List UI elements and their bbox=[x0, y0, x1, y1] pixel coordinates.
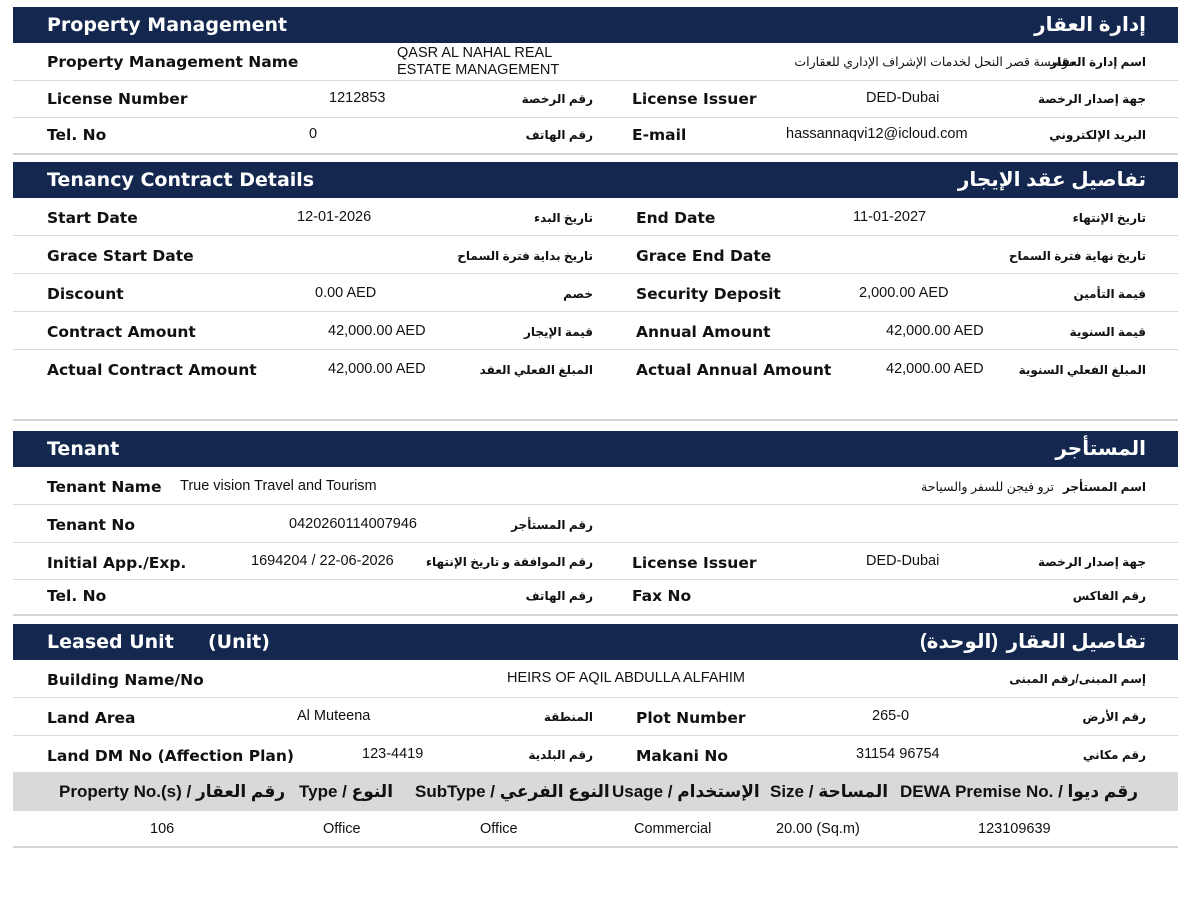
section-title-ar: المستأجر bbox=[1055, 438, 1146, 460]
building-value: HEIRS OF AQIL ABDULLA ALFAHIM bbox=[507, 670, 745, 686]
col-size: Size / المساحة bbox=[770, 782, 889, 801]
dm-label-ar: رقم البلدية bbox=[528, 748, 593, 762]
contract-amount-label: Contract Amount bbox=[47, 323, 196, 341]
property-management-section bbox=[13, 7, 1178, 155]
section-title: Property Management bbox=[47, 14, 288, 36]
leased-unit-header bbox=[13, 624, 1178, 660]
unit-table-header bbox=[13, 773, 1178, 811]
contract-header bbox=[13, 162, 1178, 198]
plot-value: 265-0 bbox=[872, 708, 910, 724]
actual-amount-row bbox=[13, 350, 1178, 387]
pm-license-number-label-ar: رقم الرخصة bbox=[521, 92, 593, 106]
section-title: Tenant bbox=[47, 438, 120, 460]
pm-name-row bbox=[13, 43, 1178, 81]
deposit-value: 2,000.00 AED bbox=[859, 285, 949, 301]
start-date-label: Start Date bbox=[47, 209, 138, 227]
initial-app-value: 1694204 / 22-06-2026 bbox=[251, 553, 394, 569]
tenant-tel-label: Tel. No bbox=[47, 587, 107, 605]
actual-annual-value: 42,000.00 AED bbox=[886, 361, 984, 377]
tenant-fax-label: Fax No bbox=[632, 587, 692, 605]
tenant-license-issuer-label-ar: جهة إصدار الرخصة bbox=[1037, 555, 1146, 569]
pm-email-label-ar: البريد الإلكتروني bbox=[1049, 128, 1146, 142]
makani-label-ar: رقم مكاني bbox=[1082, 748, 1146, 762]
end-date-value: 11-01-2027 bbox=[853, 209, 927, 225]
annual-amount-label-ar: قيمة السنوية bbox=[1069, 325, 1146, 339]
tenant-no-label-ar: رقم المستأجر bbox=[511, 518, 593, 532]
pm-license-row bbox=[13, 81, 1178, 118]
section-title: Tenancy Contract Details bbox=[47, 169, 315, 191]
section-title: Leased Unit bbox=[47, 631, 174, 653]
discount-label: Discount bbox=[47, 285, 124, 303]
start-date-label-ar: تاريخ البدء bbox=[534, 211, 593, 225]
dm-label: Land DM No (Affection Plan) bbox=[47, 747, 294, 765]
end-date-label-ar: تاريخ الإنتهاء bbox=[1072, 211, 1146, 225]
contract-amount-label-ar: قيمة الإيجار bbox=[523, 325, 593, 339]
discount-row bbox=[13, 274, 1178, 312]
grace-end-label-ar: تاريخ نهاية فترة السماح bbox=[1008, 249, 1146, 263]
tenant-initial-row bbox=[13, 543, 1178, 580]
tenant-no-row bbox=[13, 505, 1178, 543]
land-area-value: Al Muteena bbox=[297, 708, 371, 724]
tenant-fax-label-ar: رقم الفاكس bbox=[1072, 589, 1146, 603]
land-area-row bbox=[13, 698, 1178, 736]
land-area-label: Land Area bbox=[47, 709, 136, 727]
section-title-ar: تفاصيل العقار bbox=[1006, 631, 1146, 653]
building-label: Building Name/No bbox=[47, 671, 204, 689]
actual-contract-label-ar: المبلغ الفعلي العقد bbox=[479, 363, 593, 377]
tenant-name-label-ar: اسم المستأجر bbox=[1062, 480, 1146, 494]
leased-unit-section bbox=[13, 624, 1178, 848]
start-date-value: 12-01-2026 bbox=[297, 209, 372, 225]
deposit-label: Security Deposit bbox=[636, 285, 781, 303]
pm-tel-label: Tel. No bbox=[47, 126, 107, 144]
annual-amount-label: Annual Amount bbox=[636, 323, 771, 341]
amount-row bbox=[13, 312, 1178, 350]
dm-value: 123-4419 bbox=[362, 746, 424, 762]
initial-app-label-ar: رقم الموافقة و تاريخ الإنتهاء bbox=[425, 555, 593, 569]
grace-end-label: Grace End Date bbox=[636, 247, 772, 265]
pm-tel-label-ar: رقم الهاتف bbox=[525, 128, 593, 142]
discount-value: 0.00 AED bbox=[315, 285, 377, 301]
property-management-header bbox=[13, 7, 1178, 43]
section-title-unit-ar: (الوحدة) bbox=[920, 631, 998, 653]
col-property-no: Property No.(s) / رقم العقار bbox=[59, 782, 286, 801]
pm-email-value: hassannaqvi12@icloud.com bbox=[786, 126, 968, 142]
end-date-label: End Date bbox=[636, 209, 716, 227]
pm-license-issuer-label-ar: جهة إصدار الرخصة bbox=[1037, 92, 1146, 106]
tenant-name-row bbox=[13, 467, 1178, 505]
pm-email-label: E-mail bbox=[632, 126, 687, 144]
col-subtype: SubType / النوع الفرعي bbox=[415, 782, 610, 801]
tenant-name-value-ar: ترو فيجن للسفر والسياحة bbox=[921, 480, 1054, 494]
contract-amount-value: 42,000.00 AED bbox=[328, 323, 426, 339]
pm-name-label-ar: اسم إدارة العقار bbox=[1050, 55, 1146, 69]
pm-license-number-label: License Number bbox=[47, 90, 188, 108]
deposit-label-ar: قيمة التأمين bbox=[1073, 287, 1146, 301]
cell-usage: Commercial bbox=[634, 821, 712, 837]
section-title-ar: إدارة العقار bbox=[1034, 14, 1146, 36]
grace-start-label-ar: تاريخ بداية فترة السماح bbox=[457, 249, 593, 263]
actual-annual-label: Actual Annual Amount bbox=[636, 361, 832, 379]
tenant-contact-row bbox=[13, 580, 1178, 614]
table-row bbox=[13, 811, 1178, 847]
tenant-no-value: 0420260114007946 bbox=[289, 516, 417, 532]
cell-property-no: 106 bbox=[150, 821, 175, 837]
building-row bbox=[13, 660, 1178, 698]
cell-size: 20.00 (Sq.m) bbox=[776, 821, 860, 837]
section-title-unit: (Unit) bbox=[208, 631, 270, 653]
pm-license-issuer-value: DED-Dubai bbox=[866, 90, 940, 106]
cell-subtype: Office bbox=[480, 821, 518, 837]
tenant-name-label: Tenant Name bbox=[47, 478, 162, 496]
makani-label: Makani No bbox=[636, 747, 729, 765]
grace-start-label: Grace Start Date bbox=[47, 247, 194, 265]
pm-name-value-ar: مؤسسة قصر النحل لخدمات الإشراف الإداري للعقارات bbox=[794, 55, 1075, 69]
building-label-ar: إسم المبنى/رقم المبنى bbox=[1009, 672, 1146, 686]
pm-license-issuer-label: License Issuer bbox=[632, 90, 757, 108]
pm-name-value bbox=[397, 45, 559, 79]
land-area-label-ar: المنطقة bbox=[543, 710, 593, 724]
pm-name-value-line2: ESTATE MANAGEMENT bbox=[397, 62, 560, 78]
tenant-name-value: True vision Travel and Tourism bbox=[180, 478, 377, 494]
pm-name-value-line1: QASR AL NAHAL REAL bbox=[397, 45, 553, 61]
col-dewa: DEWA Premise No. / رقم ديوا bbox=[900, 782, 1139, 801]
annual-amount-value: 42,000.00 AED bbox=[886, 323, 984, 339]
actual-contract-value: 42,000.00 AED bbox=[328, 361, 426, 377]
pm-license-number-value: 1212853 bbox=[329, 90, 386, 106]
tenant-header bbox=[13, 431, 1178, 467]
tenant-license-issuer-value: DED-Dubai bbox=[866, 553, 940, 569]
tenant-no-label: Tenant No bbox=[47, 516, 135, 534]
dm-row bbox=[13, 736, 1178, 773]
pm-name-label: Property Management Name bbox=[47, 53, 299, 71]
grace-row bbox=[13, 236, 1178, 274]
makani-value: 31154 96754 bbox=[856, 746, 940, 762]
col-usage: Usage / الإستخدام bbox=[612, 782, 760, 801]
contract-dates-row bbox=[13, 198, 1178, 236]
discount-label-ar: خصم bbox=[563, 287, 593, 301]
tenant-license-issuer-label: License Issuer bbox=[632, 554, 757, 572]
initial-app-label: Initial App./Exp. bbox=[47, 554, 187, 572]
pm-tel-value: 0 bbox=[309, 126, 318, 142]
contract-section bbox=[13, 162, 1178, 421]
plot-label-ar: رقم الأرض bbox=[1082, 710, 1146, 724]
pm-contact-row bbox=[13, 118, 1178, 154]
col-type: Type / النوع bbox=[299, 782, 394, 801]
actual-contract-label: Actual Contract Amount bbox=[47, 361, 257, 379]
section-title-ar: تفاصيل عقد الإيجار bbox=[957, 169, 1146, 191]
tenant-tel-label-ar: رقم الهاتف bbox=[525, 589, 593, 603]
tenant-section bbox=[13, 431, 1178, 616]
plot-label: Plot Number bbox=[636, 709, 746, 727]
cell-dewa: 123109639 bbox=[978, 821, 1051, 837]
actual-annual-label-ar: المبلغ الفعلي السنوية bbox=[1018, 363, 1146, 377]
cell-type: Office bbox=[323, 821, 361, 837]
